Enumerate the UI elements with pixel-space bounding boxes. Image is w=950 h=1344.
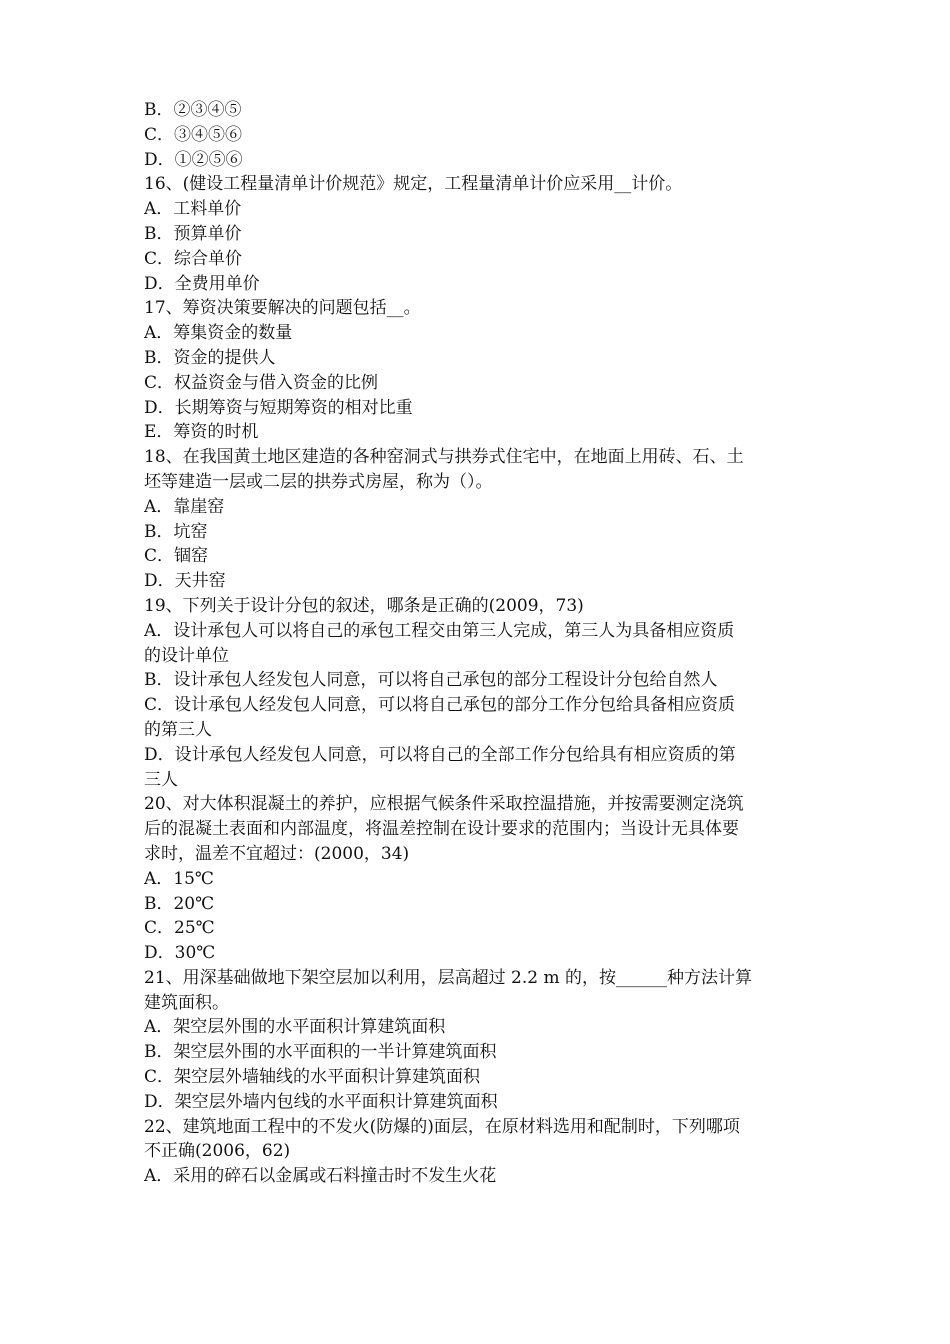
question-22-line-1: 22、建筑地面工程中的不发火(防爆的)面层，在原材料选用和配制时，下列哪项 <box>144 1116 740 1137</box>
option-d-q18: D．天井窑 <box>144 571 226 592</box>
option-c-q17: C．权益资金与借入资金的比例 <box>144 372 379 393</box>
option-c-q19-line-1: C．设计承包人经发包人同意，可以将自己承包的部分工作分包给具备相应资质 <box>144 695 736 716</box>
question-21-line-2: 建筑面积。 <box>144 992 229 1013</box>
option-b-q19: B．设计承包人经发包人同意，可以将自己承包的部分工程设计分包给自然人 <box>144 670 718 691</box>
question-17: 17、筹资决策要解决的问题包括__。 <box>144 298 421 319</box>
option-c-q19-line-2: 的第三人 <box>144 719 212 740</box>
option-d-q17: D．长期筹资与短期筹资的相对比重 <box>144 397 413 418</box>
option-b-q15: B．②③④⑤ <box>144 100 242 120</box>
question-20-line-2: 后的混凝土表面和内部温度，将温差控制在设计要求的范围内；当设计无具体要 <box>144 819 739 840</box>
question-22-line-2: 不正确(2006，62) <box>144 1141 291 1162</box>
option-a-q17: A．筹集资金的数量 <box>144 323 293 344</box>
option-c-q15: C．③④⑤⑥ <box>144 124 243 145</box>
option-a-q21: A．架空层外围的水平面积计算建筑面积 <box>144 1017 446 1038</box>
option-b-q18: B．坑窑 <box>144 521 208 542</box>
document-page <box>144 98 814 1189</box>
option-b-q16: B．预算单价 <box>144 223 242 244</box>
option-a-q16: A．工料单价 <box>144 199 242 220</box>
option-d-q20: D．30℃ <box>144 943 216 964</box>
option-b-q17: B．资金的提供人 <box>144 347 276 368</box>
option-a-q18: A．靠崖窑 <box>144 496 225 517</box>
option-a-q19-line-2: 的设计单位 <box>144 645 229 666</box>
question-18-line-1: 18、在我国黄土地区建造的各种窑洞式与拱券式住宅中，在地面上用砖、石、土 <box>144 447 744 468</box>
question-16: 16、(健设工程量清单计价规范》规定，工程量清单计价应采用__计价。 <box>144 174 683 195</box>
option-d-q15: D．①②⑤⑥ <box>144 149 243 170</box>
option-c-q20: C．25℃ <box>144 918 215 939</box>
option-a-q22: A．采用的碎石以金属或石料撞击时不发生火花 <box>144 1166 497 1187</box>
question-20-line-3: 求时，温差不宜超过：(2000，34) <box>144 843 410 864</box>
option-c-q16: C．综合单价 <box>144 248 243 269</box>
option-d-q19-line-1: D．设计承包人经发包人同意，可以将自己的全部工作分包给具有相应资质的第 <box>144 744 736 765</box>
option-c-q21: C．架空层外墙轴线的水平面积计算建筑面积 <box>144 1067 481 1088</box>
question-18-line-2: 坯等建造一层或二层的拱券式房屋，称为（）。 <box>144 471 493 492</box>
option-d-q16: D．全费用单价 <box>144 273 260 294</box>
question-19: 19、下列关于设计分包的叙述，哪条是正确的(2009，73) <box>144 595 584 616</box>
question-20-line-1: 20、对大体积混凝土的养护，应根据气候条件采取控温措施，并按需要测定浇筑 <box>144 794 744 815</box>
option-a-q19-line-1: A．设计承包人可以将自己的承包工程交由第三人完成，第三人为具备相应资质 <box>144 620 735 641</box>
question-21-line-1: 21、用深基础做地下架空层加以利用，层高超过 2.2 m 的，按______种方法计算 <box>144 967 752 988</box>
option-b-q20: B．20℃ <box>144 893 215 914</box>
option-e-q17: E．筹资的时机 <box>144 422 259 443</box>
option-c-q18: C．锢窑 <box>144 546 209 567</box>
option-d-q21: D．架空层外墙内包线的水平面积计算建筑面积 <box>144 1091 498 1112</box>
option-d-q19-line-2: 三人 <box>144 769 178 790</box>
option-b-q21: B．架空层外围的水平面积的一半计算建筑面积 <box>144 1042 497 1063</box>
option-a-q20: A．15℃ <box>144 868 214 889</box>
